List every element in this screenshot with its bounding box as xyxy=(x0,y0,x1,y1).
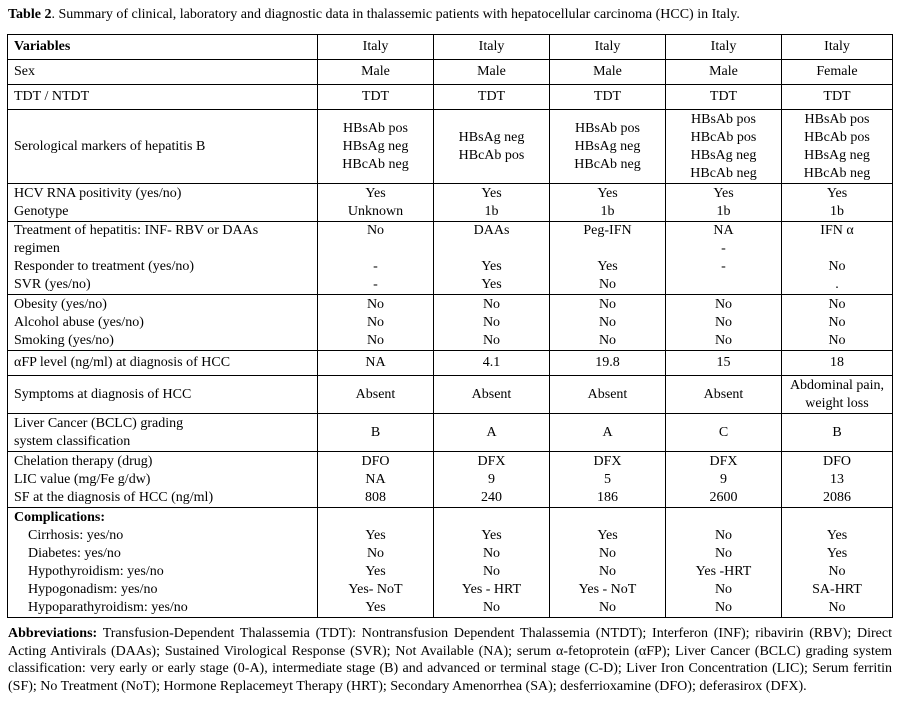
table-cell: Absent xyxy=(550,376,666,414)
table-cell: Absent xyxy=(318,376,434,414)
table-row-symptoms xyxy=(8,376,893,414)
cell-line: No xyxy=(598,314,617,330)
table-row-complications xyxy=(8,508,893,618)
table-cell xyxy=(434,452,550,508)
label-line: Cirrhosis: yes/no xyxy=(28,527,124,543)
cell-line: No xyxy=(714,314,733,330)
cell-line: No xyxy=(714,599,733,615)
row-label: TDT / NTDT xyxy=(8,85,318,110)
header-patient-1: Italy xyxy=(318,35,434,60)
table-cell xyxy=(550,222,666,295)
cell-line: Yes xyxy=(826,545,848,561)
header-patient-4: Italy xyxy=(666,35,782,60)
table-cell xyxy=(550,110,666,184)
cell-line: DFX xyxy=(477,453,506,469)
table-cell: NA xyxy=(318,351,434,376)
table-cell xyxy=(318,452,434,508)
label-line: HCV RNA positivity (yes/no) xyxy=(14,185,182,201)
caption-label: Table 2 xyxy=(8,7,52,22)
table-cell xyxy=(318,508,434,618)
table-cell xyxy=(782,508,893,618)
cell-line xyxy=(553,240,662,258)
cell-line: No xyxy=(714,545,733,561)
table-cell: Absent xyxy=(434,376,550,414)
table-cell xyxy=(666,452,782,508)
cell-line: 9 xyxy=(488,471,495,487)
cell-line: Yes xyxy=(365,527,386,543)
label-line: Treatment of hepatitis: INF- RBV or DAAs xyxy=(14,223,259,238)
cell-line xyxy=(321,240,430,258)
cell-line: No xyxy=(482,545,501,561)
label-line: Hypoparathyroidism: yes/no xyxy=(28,599,188,615)
label-line: Chelation therapy (drug) xyxy=(14,453,153,469)
table-cell: TDT xyxy=(782,85,893,110)
table-cell xyxy=(318,222,434,295)
cell-line: Yes xyxy=(826,185,848,201)
cell-line: DAAs xyxy=(473,223,510,238)
table-cell xyxy=(434,295,550,351)
cell-line: No xyxy=(598,599,617,615)
label-line: regimen xyxy=(14,241,60,256)
table-cell xyxy=(782,110,893,184)
cell-line xyxy=(437,240,546,258)
cell-line: . xyxy=(835,277,839,292)
cell-line: Yes xyxy=(481,527,502,543)
row-label: Serological markers of hepatitis B xyxy=(8,110,318,184)
cell-line: No xyxy=(828,599,846,615)
cell-line: Yes xyxy=(365,563,386,579)
table-row-afp xyxy=(8,351,893,376)
table-row-iron xyxy=(8,452,893,508)
table-cell: B xyxy=(318,414,434,452)
table-cell: 19.8 xyxy=(550,351,666,376)
cell-line: 2086 xyxy=(823,489,851,505)
table-cell xyxy=(318,184,434,222)
table-cell xyxy=(782,222,893,295)
row-label: αFP level (ng/ml) at diagnosis of HCC xyxy=(8,351,318,376)
table-cell: Male xyxy=(318,60,434,85)
cell-line: No xyxy=(482,314,501,330)
cell-line: No xyxy=(598,563,617,579)
label-line: SF at the diagnosis of HCC (ng/ml) xyxy=(14,489,214,505)
cell-line: HBcAb pos xyxy=(804,129,870,145)
table-cell: TDT xyxy=(318,85,434,110)
cell-line: HBsAb pos xyxy=(343,120,408,136)
cell-line: No xyxy=(482,563,501,579)
cell-line: 9 xyxy=(720,471,727,487)
summary-table xyxy=(7,34,893,618)
cell-line: HBsAb pos xyxy=(691,111,756,127)
cell-line xyxy=(669,276,778,294)
cell-line: 1b xyxy=(830,203,844,219)
cell-line: - xyxy=(721,241,726,256)
table-cell xyxy=(318,295,434,351)
cell-line: No xyxy=(828,259,846,274)
cell-line: Yes xyxy=(597,527,618,543)
table-cell xyxy=(434,110,550,184)
cell-line: No xyxy=(714,581,733,597)
cell-line: Yes xyxy=(481,277,502,292)
cell-line: No xyxy=(598,277,617,292)
table-row-lifestyle xyxy=(8,295,893,351)
cell-line: Yes xyxy=(481,259,502,274)
header-patient-3: Italy xyxy=(550,35,666,60)
table-cell xyxy=(782,452,893,508)
cell-line: DFO xyxy=(361,453,390,469)
table-caption xyxy=(8,6,892,24)
cell-line: No xyxy=(714,527,733,543)
cell-line: - xyxy=(721,259,726,274)
table-row-tdt xyxy=(8,85,893,110)
table-cell xyxy=(434,508,550,618)
cell-line: Yes xyxy=(597,185,618,201)
header-patient-5: Italy xyxy=(782,35,893,60)
table-cell: A xyxy=(434,414,550,452)
table-row-bclc xyxy=(8,414,893,452)
table-cell: TDT xyxy=(666,85,782,110)
cell-line: 5 xyxy=(604,471,611,487)
table-cell: A xyxy=(550,414,666,452)
cell-line: No xyxy=(714,296,733,312)
cell-line: IFN α xyxy=(820,223,854,238)
row-label xyxy=(8,452,318,508)
cell-line: weight loss xyxy=(805,395,869,411)
table-cell: 18 xyxy=(782,351,893,376)
cell-line: - xyxy=(373,259,378,274)
cell-line: No xyxy=(828,332,846,348)
header-patient-2: Italy xyxy=(434,35,550,60)
cell-line: Abdominal pain, xyxy=(789,377,885,393)
cell-line: No xyxy=(598,545,617,561)
cell-line: No xyxy=(482,599,501,615)
cell-line: HBsAg neg xyxy=(458,129,525,145)
table-cell xyxy=(550,295,666,351)
cell-line: No xyxy=(366,314,385,330)
table-cell xyxy=(666,508,782,618)
caption-text: . Summary of clinical, laboratory and diagnostic data in thalassemic patients with hepatocellular carcinoma (HCC) in Italy. xyxy=(51,7,740,22)
label-line: SVR (yes/no) xyxy=(14,277,91,292)
table-cell: Male xyxy=(434,60,550,85)
cell-line: No xyxy=(482,332,501,348)
table-cell: B xyxy=(782,414,893,452)
label-line: Liver Cancer (BCLC) grading xyxy=(14,415,184,431)
cell-line xyxy=(785,240,889,258)
table-row-treatment xyxy=(8,222,893,295)
cell-line: 1b xyxy=(716,203,731,219)
cell-line: No xyxy=(828,296,846,312)
table-header-row xyxy=(8,35,893,60)
cell-line: HBsAb pos xyxy=(575,120,640,136)
cell-line: Peg-IFN xyxy=(583,223,632,238)
cell-line: No xyxy=(366,545,385,561)
table-cell: TDT xyxy=(434,85,550,110)
label-line: Smoking (yes/no) xyxy=(14,332,114,348)
cell-line: Yes xyxy=(365,185,386,201)
row-label xyxy=(8,295,318,351)
cell-line: HBsAg neg xyxy=(574,138,641,154)
table-cell xyxy=(434,222,550,295)
cell-line: SA-HRT xyxy=(812,581,862,597)
table-row-hcv xyxy=(8,184,893,222)
row-label xyxy=(8,414,318,452)
label-line: system classification xyxy=(14,433,131,449)
cell-line: 2600 xyxy=(709,489,738,505)
cell-line: NA xyxy=(365,471,386,487)
cell-line: Yes - NoT xyxy=(578,581,637,597)
cell-line: DFX xyxy=(709,453,738,469)
table-cell: Absent xyxy=(666,376,782,414)
cell-line: HBcAb neg xyxy=(574,156,641,172)
table-cell xyxy=(550,508,666,618)
table-cell xyxy=(782,376,893,414)
table-cell: Female xyxy=(782,60,893,85)
table-cell xyxy=(666,222,782,295)
cell-line: - xyxy=(373,277,378,292)
table-cell: Male xyxy=(666,60,782,85)
table-cell xyxy=(782,295,893,351)
row-label: Sex xyxy=(8,60,318,85)
cell-line: Yes- NoT xyxy=(348,581,403,597)
cell-line: Yes xyxy=(481,185,502,201)
label-line: Responder to treatment (yes/no) xyxy=(14,259,195,274)
cell-line: No xyxy=(366,223,385,238)
table-cell xyxy=(782,184,893,222)
table-cell xyxy=(550,184,666,222)
cell-line: No xyxy=(366,296,385,312)
label-line: Hypothyroidism: yes/no xyxy=(28,563,164,579)
cell-line: HBcAb neg xyxy=(690,165,757,181)
cell-line: DFX xyxy=(593,453,622,469)
cell-line: Unknown xyxy=(347,203,404,219)
cell-line: No xyxy=(366,332,385,348)
table-cell: C xyxy=(666,414,782,452)
cell-line: HBsAg neg xyxy=(342,138,409,154)
cell-line: Yes xyxy=(826,527,848,543)
table-cell xyxy=(666,110,782,184)
table-cell xyxy=(318,110,434,184)
cell-line: 1b xyxy=(600,203,615,219)
cell-line: DFO xyxy=(822,453,851,469)
cell-line: HBsAg neg xyxy=(804,147,870,163)
table-cell: 4.1 xyxy=(434,351,550,376)
cell-line: HBsAg neg xyxy=(690,147,757,163)
cell-line: HBcAb neg xyxy=(342,156,409,172)
row-label xyxy=(8,508,318,618)
abbreviations-text: Transfusion-Dependent Thalassemia (TDT): Nontransfusion Dependent Thalassemia (NTDT); Interferon (INF); ribavirin (RBV); Direct Acting Antivirals (DAAs); Sustained Virological Response (SVR); Not Available (NA); serum α-fetoprotein (αFP); Liver Cancer (BCLC) grading system classification: very early or early stage (0-A), intermediate stage (B) and advanced or terminal stage (C-D); Liver Iron Concentration (LIC); Serum ferritin (SF); No Treatment (NoT); Hormone Replacemeyt Therapy (HRT); Secondary Amenorrhea (SA); desferrioxamine (DFO); deferasirox (DFX). xyxy=(8,626,892,694)
cell-line: No xyxy=(482,296,501,312)
cell-line: Yes xyxy=(365,599,386,615)
cell-line: 13 xyxy=(830,471,844,487)
table-cell: Male xyxy=(550,60,666,85)
table-cell xyxy=(550,452,666,508)
label-line: LIC value (mg/Fe g/dw) xyxy=(14,471,151,487)
abbreviations-label: Abbreviations: xyxy=(8,626,98,641)
cell-line: Yes -HRT xyxy=(695,563,752,579)
table-cell: TDT xyxy=(550,85,666,110)
table-cell xyxy=(666,295,782,351)
cell-line: NA xyxy=(713,223,734,238)
cell-line: HBcAb neg xyxy=(803,165,871,181)
cell-line: HBsAb pos xyxy=(804,111,870,127)
cell-line: No xyxy=(714,332,733,348)
cell-line: 186 xyxy=(597,489,618,505)
label-line: Genotype xyxy=(14,203,69,219)
header-variables: Variables xyxy=(8,35,318,60)
cell-line: 1b xyxy=(484,203,499,219)
table-row-sex xyxy=(8,60,893,85)
label-line: Hypogonadism: yes/no xyxy=(28,581,158,597)
table-row-serology xyxy=(8,110,893,184)
cell-line: Yes xyxy=(713,185,734,201)
label-line: Diabetes: yes/no xyxy=(28,545,121,561)
table-cell: 15 xyxy=(666,351,782,376)
complications-title: Complications: xyxy=(14,509,105,525)
cell-line: Yes - HRT xyxy=(461,581,522,597)
table-cell xyxy=(666,184,782,222)
cell-line: No xyxy=(598,332,617,348)
cell-line: No xyxy=(828,563,846,579)
row-label xyxy=(8,184,318,222)
table-cell xyxy=(434,184,550,222)
row-label: Symptoms at diagnosis of HCC xyxy=(8,376,318,414)
cell-line: No xyxy=(598,296,617,312)
row-label xyxy=(8,222,318,295)
abbreviations-note xyxy=(8,625,892,695)
cell-line: HBcAb pos xyxy=(690,129,757,145)
cell-line: 240 xyxy=(481,489,502,505)
label-line: Obesity (yes/no) xyxy=(14,296,107,312)
cell-line: No xyxy=(828,314,846,330)
cell-line: HBcAb pos xyxy=(458,147,525,163)
cell-line: Yes xyxy=(597,259,618,274)
label-line: Alcohol abuse (yes/no) xyxy=(14,314,144,330)
cell-line: 808 xyxy=(365,489,386,505)
